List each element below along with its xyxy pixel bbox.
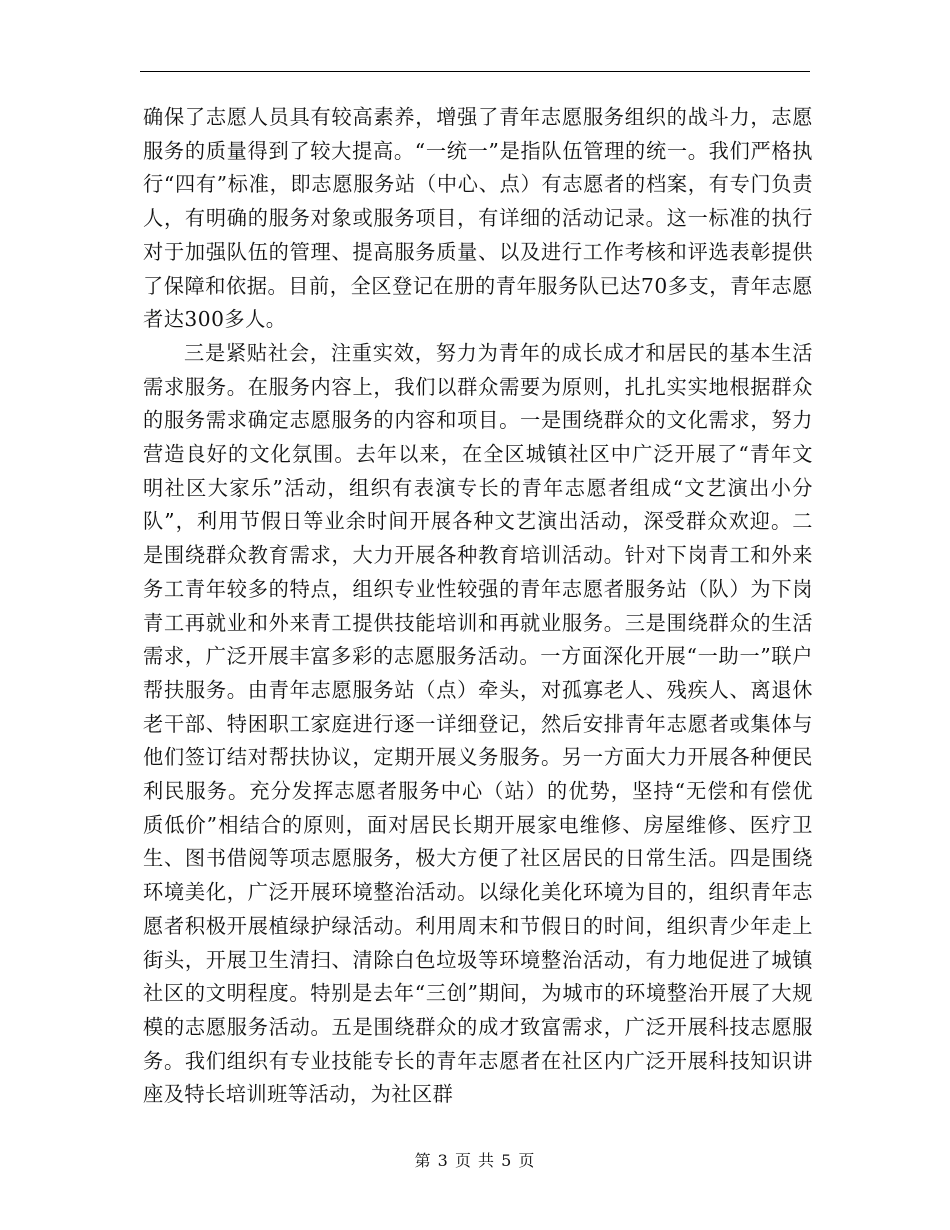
document-body: [143, 101, 813, 1112]
paragraph-1: 确保了志愿人员具有较高素养，增强了青年志愿服务组织的战斗力，志愿服务的质量得到了较大提高。“一统一”是指队伍管理的统一。我们严格执行“四有”标准，即志愿服务站（中心、点）有志愿者的档案，有专门负责人，有明确的服务对象或服务项目，有详细的活动记录。这一标准的执行对于加强队伍的管理、提高服务质量、以及进行工作考核和评选表彰提供了保障和依据。目前，全区登记在册的青年服务队已达70多支，青年志愿者达300多人。: [143, 105, 813, 332]
header-rule: [140, 71, 810, 72]
paragraph-2: 三是紧贴社会，注重实效，努力为青年的成长成才和居民的基本生活需求服务。在服务内容上，我们以群众需要为原则，扎扎实实地根据群众的服务需求确定志愿服务的内容和项目。一是围绕群众的文化需求，努力营造良好的文化氛围。去年以来，在全区城镇社区中广泛开展了“青年文明社区大家乐”活动，组织有表演专长的青年志愿者组成“文艺演出小分队”，利用节假日等业余时间开展各种文艺演出活动，深受群众欢迎。二是围绕群众教育需求，大力开展各种教育培训活动。针对下岗青工和外来务工青年较多的特点，组织专业性较强的青年志愿者服务站（队）为下岗青工再就业和外来青工提供技能培训和再就业服务。三是围绕群众的生活需求，广泛开展丰富多彩的志愿服务活动。一方面深化开展“一助一”联户帮扶服务。由青年志愿服务站（点）牵头，对孤寡老人、残疾人、离退休老干部、特困职工家庭进行逐一详细登记，然后安排青年志愿者或集体与他们签订结对帮扶协议，定期开展义务服务。另一方面大力开展各种便民利民服务。充分发挥志愿者服务中心（站）的优势，坚持“无偿和有偿优质低价”相结合的原则，面对居民长期开展家电维修、房屋维修、医疗卫生、图书借阅等项志愿服务，极大方便了社区居民的日常生活。四是围绕环境美化，广泛开展环境整治活动。以绿化美化环境为目的，组织青年志愿者积极开展植绿护绿活动。利用周末和节假日的时间，组织青少年走上街头，开展卫生清扫、清除白色垃圾等环境整治活动，有力地促进了城镇社区的文明程度。特别是去年“三创”期间，为城市的环境整治开展了大规模的志愿服务活动。五是围绕群众的成才致富需求，广泛开展科技志愿服务。我们组织有专业技能专长的青年志愿者在社区内广泛开展科技知识讲座及特长培训班等活动，为社区群: [143, 340, 813, 1107]
page-number-footer: 第 3 页 共 5 页: [414, 1151, 536, 1170]
